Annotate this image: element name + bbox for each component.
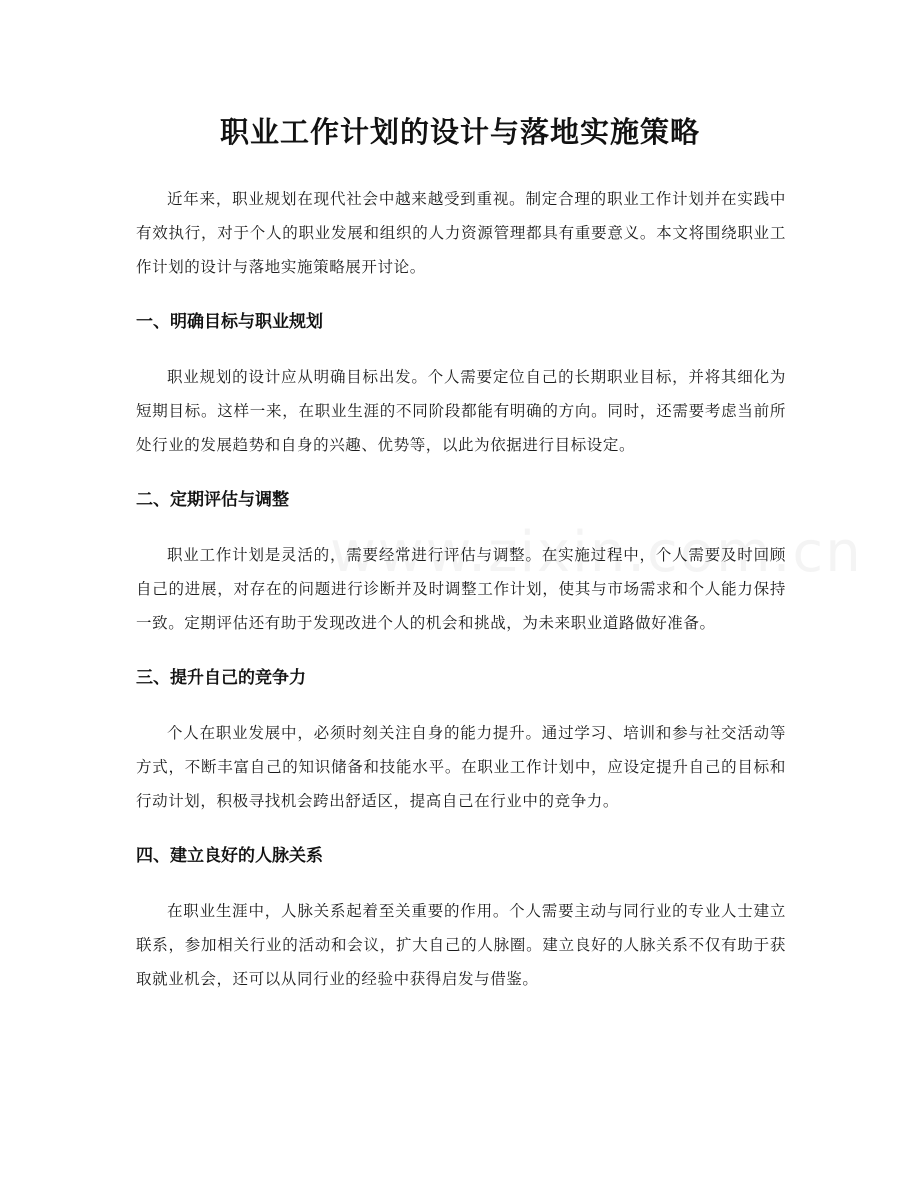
section-heading-1: 一、明确目标与职业规划 [136, 312, 323, 332]
intro-paragraph: 近年来，职业规划在现代社会中越来越受到重视。制定合理的职业工作计划并在实践中有效执行，对于个人的职业发展和组织的人力资源管理都具有重要意义。本文将围绕职业工作计划的设计与落地实施策略展开讨论。 [136, 190, 786, 276]
section-body-4: 在职业生涯中，人脉关系起着至关重要的作用。个人需要主动与同行业的专业人士建立联系，参加相关行业的活动和会议，扩大自己的人脉圈。建立良好的人脉关系不仅有助于获取就业机会，还可以从同行业的经验中获得启发与借鉴。 [136, 902, 786, 988]
section-body-2: 职业工作计划是灵活的，需要经常进行评估与调整。在实施过程中，个人需要及时回顾自己的进展，对存在的问题进行诊断并及时调整工作计划，使其与市场需求和个人能力保持一致。定期评估还有助于发现改进个人的机会和挑战，为未来职业道路做好准备。 [136, 546, 786, 632]
page-title: 职业工作计划的设计与落地实施策略 [219, 115, 700, 149]
section-heading-2: 二、定期评估与调整 [136, 490, 289, 510]
section-heading-3: 三、提升自己的竞争力 [136, 668, 306, 688]
document-body [136, 182, 786, 996]
section-heading-4: 四、建立良好的人脉关系 [136, 846, 323, 866]
section-body-1: 职业规划的设计应从明确目标出发。个人需要定位自己的长期职业目标，并将其细化为短期目标。这样一来，在职业生涯的不同阶段都能有明确的方向。同时，还需要考虑当前所处行业的发展趋势和自身的兴趣、优势等，以此为依据进行目标设定。 [136, 368, 786, 454]
section-body-3: 个人在职业发展中，必须时刻关注自身的能力提升。通过学习、培训和参与社交活动等方式，不断丰富自己的知识储备和技能水平。在职业工作计划中，应设定提升自己的目标和行动计划，积极寻找机会跨出舒适区，提高自己在行业中的竞争力。 [136, 724, 786, 810]
